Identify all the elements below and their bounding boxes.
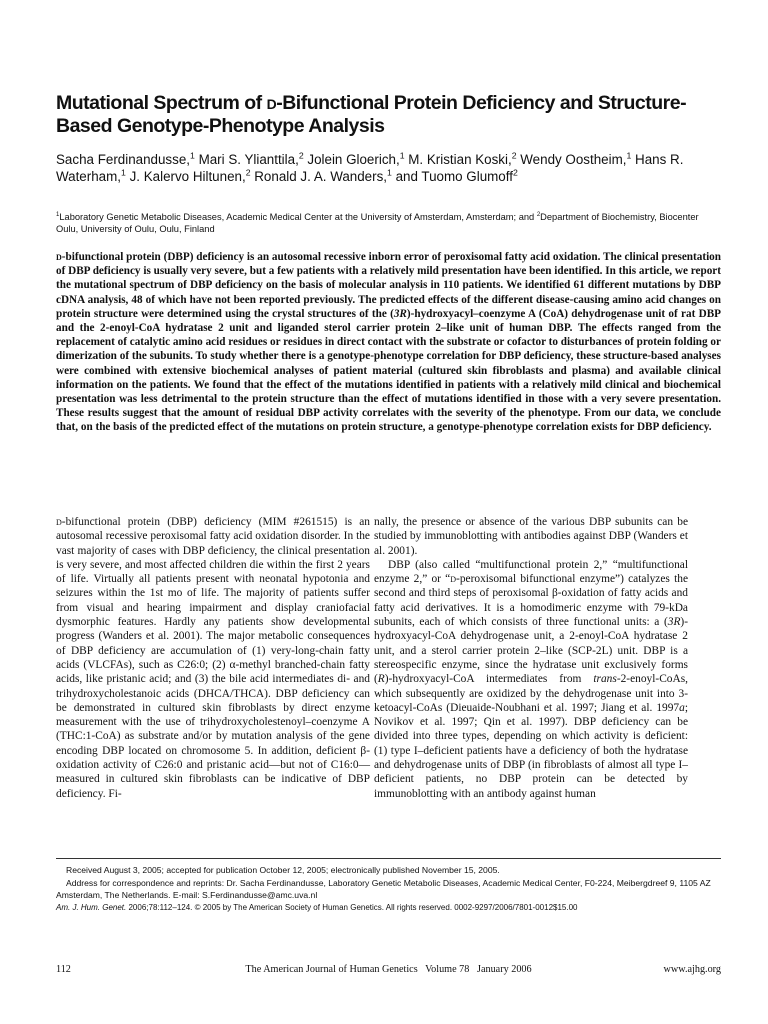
right-small-caps-d: d bbox=[450, 573, 457, 586]
intro-text: -bifunctional protein (DBP) deficiency (MIM #261515) is an autosomal recessive peroxisomal fatty acid oxidation disorder. In the vast majority of cases with DBP deficiency, the clinical presentation is very severe, and most affected children die within the first 2 years of life. Virtually all patients present with neonatal hypotonia and seizures within the 1st mo of life. The majority of patients suffer from visual and hearing impairment and display craniofacial dysmorphic features. Hardly any patients show developmental progress (Wanders et al. 2001). The major metabolic consequences of DBP deficiency are accumulation of (1) very-long-chain fatty acids (VLCFAs), such as C26:0; (2) α-methyl branched-chain fatty acids, like pristanic acid; and (3) the bile acid intermediates di- and trihydroxycholestanoic acids (DHCA/THCA). DBP deficiency can be demonstrated in cultured skin fibroblasts by direct enzyme measurement with the use of trihydroxycholestenoyl–coenzyme A (THC:1-CoA) as substrate and/or by mutation analysis of the gene encoding DBP located on chromosome 5. In addition, deficient β-oxidation activity of C26:0 and pristanic acid—but not of C16:0—measured in cultured skin fibroblasts can be indicative of DBP deficiency. Fi- bbox=[56, 516, 370, 800]
title-text-1: Mutational Spectrum of bbox=[56, 92, 267, 114]
affiliation-2: Department of Biochemistry, Biocenter Oulu, University of Oulu, Oulu, Finland bbox=[56, 212, 699, 235]
abstract-small-caps-d: d bbox=[56, 251, 62, 263]
right-text-a: DBP (also called “multifunctional protein 2,” “multifunctional enzyme 2,” or “ bbox=[374, 558, 688, 586]
right-paragraph-2 bbox=[374, 558, 688, 801]
author-list bbox=[56, 151, 721, 185]
author-name: Wendy Oostheim, bbox=[520, 152, 627, 167]
author-name: Jolein Gloerich, bbox=[307, 152, 400, 167]
footnote-address: Address for correspondence and reprints: Dr. Sacha Ferdinandusse, Laboratory Genetic Metabolic Diseases, Academic Medical Center, F0-224, Meibergdreef 9, 1105 AZ Amsterdam, The Netherlands. E-mail: S.Ferdinandusse@amc.uva.nl bbox=[56, 877, 711, 900]
author-name: Hans R. Waterham, bbox=[56, 152, 684, 184]
page-footer bbox=[56, 964, 721, 978]
right-italic-r: R bbox=[377, 673, 385, 686]
intro-small-caps-d: d bbox=[56, 516, 62, 528]
right-italic-trans: trans bbox=[593, 673, 617, 686]
author-affiliation-marker: 1 bbox=[387, 167, 392, 178]
author-affiliation-marker: 2 bbox=[245, 167, 251, 178]
author-affiliation-marker: 1 bbox=[190, 150, 195, 161]
author-affiliation-marker: 2 bbox=[511, 150, 517, 161]
right-text-f: ; Novikov et al. 1997; Qin et al. 1997). DBP deficiency can be divided into three types, depending on which activity is deficient: (1) type I–deficient patients have a deficiency of both the hydratase and dehydrogenase units of DBP (in fibroblasts of almost all type I–deficient patients, no DBP protein can be detected by immunoblotting with an antibody against human bbox=[374, 701, 688, 800]
author-affiliation-marker: 1 bbox=[399, 150, 405, 161]
author-name: M. Kristian Koski, bbox=[408, 152, 512, 167]
right-paragraph-1: nally, the presence or absence of the various DBP subunits can be studied by immunoblotting with antibodies against DBP (Wanders et al. 2001). bbox=[374, 516, 688, 557]
author-affiliation-marker: 2 bbox=[298, 150, 304, 161]
affiliations bbox=[56, 211, 721, 236]
abstract-part-1: -bifunctional protein (DBP) deficiency is an autosomal recessive inborn error of peroxisomal fatty acid oxidation. The clinical presentation of DBP deficiency is usually very severe, but a few patients with a relatively mild presentation have been identified. In this article, we report the mutational spectrum of DBP deficiency on the basis of molecular analysis in 110 patients. We identified 61 different mutations by DBP cDNA analysis, 48 of which have not been reported previously. The predicted effects of the different disease-causing amino acid changes on protein structure were determined using the crystal structures of the ( bbox=[56, 251, 721, 320]
journal-info: The American Journal of Human Genetics Volume 78 January 2006 bbox=[245, 964, 532, 975]
author-affiliation-marker: 2 bbox=[512, 167, 518, 178]
footnotes bbox=[56, 864, 721, 914]
title-text-2: -Bifunctional Protein Deficiency and Structure-Based Genotype-Phenotype Analysis bbox=[56, 92, 687, 137]
author-name: J. Kalervo Hiltunen, bbox=[129, 169, 246, 184]
right-text-b: -peroxisomal bifunctional enzyme”) catalyzes the second and third steps of peroxisomal β-oxidation of fatty acids and fatty acid derivatives. It is a homodimeric enzyme with 79-kDa subunits, each of which consists of three functional units: a ( bbox=[374, 573, 688, 629]
right-text-e: -2-enoyl-CoAs, which subsequently are oxidized by the dehydrogenase unit into 3-ketoacyl-CoAs (Dieuaide-Noubhani et al. 1997; Jiang et al. 1997 bbox=[374, 673, 688, 714]
right-text-d: )-hydroxyacyl-CoA intermediates from bbox=[384, 673, 594, 686]
author-name: Ronald J. A. Wanders, bbox=[254, 169, 387, 184]
title-small-caps-d: d bbox=[266, 92, 277, 114]
right-italic-3r: 3R bbox=[667, 616, 681, 629]
abstract-italic-3r: 3R bbox=[393, 307, 407, 320]
footnote-divider bbox=[56, 858, 721, 859]
footnote-received: Received August 3, 2005; accepted for publication October 12, 2005; electronically published November 15, 2005. bbox=[66, 865, 500, 875]
journal-website[interactable]: www.ajhg.org bbox=[663, 964, 721, 975]
footnote-citation bbox=[56, 902, 721, 915]
article-title bbox=[56, 92, 721, 138]
affiliation-1: Laboratory Genetic Metabolic Diseases, Academic Medical Center at the University of Amsterdam, Amsterdam; and bbox=[59, 212, 537, 222]
author-affiliation-marker: 1 bbox=[121, 167, 126, 178]
affiliation-marker-2: 2 bbox=[536, 211, 541, 218]
citation-journal: Am. J. Hum. Genet. bbox=[56, 902, 127, 912]
abstract-part-2: )-hydroxyacyl–coenzyme A (CoA) dehydrogenase unit of rat DBP and the 2-enoyl-CoA hydratase 2 unit and liganded sterol carrier protein 2–like unit of human DBP. The effects ranged from the replacement of catalytic amino acid residues or residues in direct contact with the substrate or cofactor to disturbances of protein folding or dimerization of the subunits. To study whether there is a genotype-phenotype correlation for DBP deficiency, these structure-based analyses were combined with extensive biochemical analyses of patient material (cultured skin fibroblasts and plasma) and available clinical information on the patients. We found that the effect of the mutations identified in patients with a relatively mild clinical and biochemical presentation was less detrimental to the protein structure than the effect of mutations identified in those with a very severe presentation. These results suggest that the amount of residual DBP activity correlates with the severity of the phenotype. From our data, we conclude that, on the basis of the predicted effect of the mutations on protein structure, a genotype-phenotype correlation exists for DBP deficiency. bbox=[56, 307, 721, 434]
author-affiliation-marker: 1 bbox=[626, 150, 632, 161]
author-name: and Tuomo Glumoff bbox=[395, 169, 513, 184]
abstract bbox=[56, 250, 721, 435]
author-name: Mari S. Ylianttila, bbox=[198, 152, 299, 167]
right-text-c: )-hydroxyacyl-CoA dehydrogenase unit, a 2-enoyl-CoA hydratase 2 unit, and a sterol carrier protein 2–like (SCP-2L) unit. DBP is a stereospecific enzyme, since the hydratase unit exclusively forms ( bbox=[374, 616, 688, 686]
right-italic-a: a bbox=[679, 701, 685, 714]
author-name: Sacha Ferdinandusse, bbox=[56, 152, 190, 167]
page-number: 112 bbox=[56, 964, 71, 975]
body-column-left bbox=[56, 515, 370, 801]
body-column-right bbox=[374, 515, 688, 801]
citation-details: 2006;78:112–124. © 2005 by The American Society of Human Genetics. All rights reserved. 0002-9297/2006/7801-0012$15.00 bbox=[126, 902, 578, 912]
affiliation-marker-1: 1 bbox=[56, 211, 60, 218]
intro-paragraph bbox=[56, 515, 370, 801]
